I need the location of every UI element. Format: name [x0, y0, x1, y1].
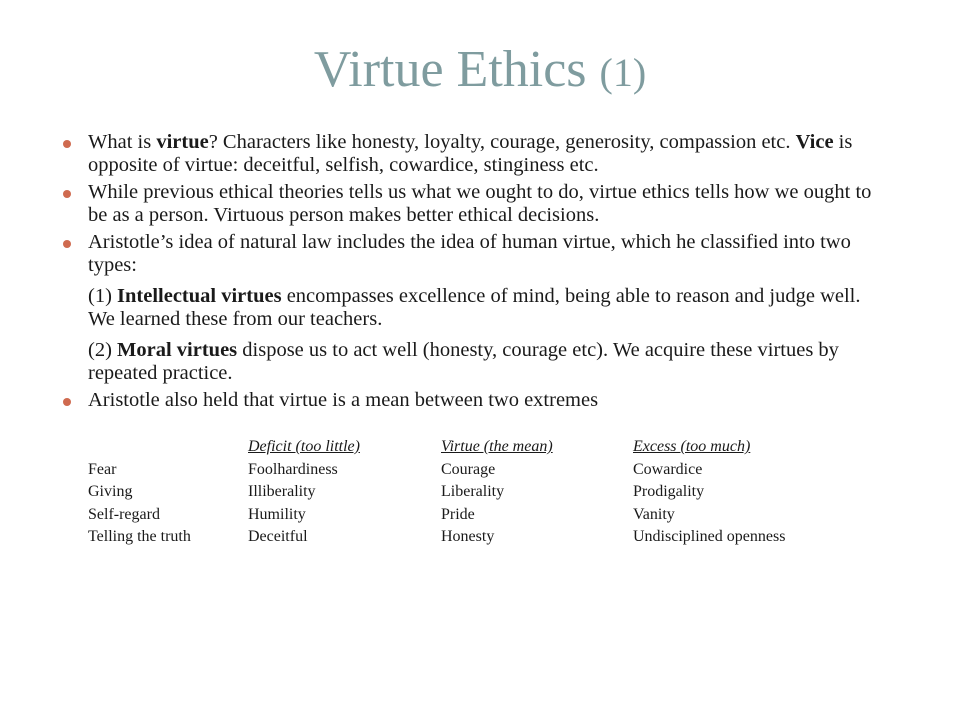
text-run: (1) [88, 285, 118, 307]
bullet-aristotle-natural-law: Aristotle’s idea of natural law includes the idea of human virtue, which he classified into two types: [88, 231, 888, 277]
table-cell-domain: Telling the truth [88, 528, 191, 545]
text-run: What is [88, 131, 157, 153]
table-cell-excess: Prodigality [633, 483, 705, 500]
slide-title-main: Virtue Ethics [313, 41, 587, 98]
table-cell-domain: Giving [88, 483, 133, 500]
bullet-virtue-ethics: While previous ethical theories tells us what we ought to do, virtue ethics tells how we ought to be as a person. Virtuous person makes better ethical decisions. [88, 181, 888, 227]
table-row [88, 459, 848, 482]
bullet-what-is-virtue [88, 131, 888, 177]
virtue-table [88, 436, 848, 549]
table-row [88, 526, 848, 549]
table-header-virtue: Virtue (the mean) [441, 438, 553, 455]
table-cell-deficit: Deceitful [248, 528, 308, 545]
text-run: is opposite of virtue: deceitful, selfish, cowardice, stinginess etc. [88, 131, 853, 176]
sub-moral-virtues [88, 339, 888, 385]
table-cell-excess: Cowardice [633, 460, 703, 478]
table-row [88, 504, 848, 527]
bold-term-moral-virtues: Moral virtues [117, 339, 238, 361]
table-cell-virtue: Liberality [441, 483, 505, 500]
table-cell-domain: Fear [88, 460, 117, 478]
text-run: (2) [88, 339, 118, 361]
slide-title-number: (1) [599, 50, 647, 95]
table-cell-virtue: Honesty [441, 528, 495, 545]
slide-body [88, 131, 888, 416]
sub-intellectual-virtues [88, 285, 888, 331]
table-cell-deficit: Illiberality [248, 483, 316, 500]
text-run: encompasses excellence of mind, being able to reason and judge well. We learned these from our teachers. [88, 285, 861, 330]
text-run: ? Characters like honesty, loyalty, courage, generosity, compassion etc. [208, 131, 796, 153]
bold-term-intellectual-virtues: Intellectual virtues [117, 285, 282, 307]
bold-term-vice: Vice [795, 131, 834, 153]
table-cell-domain: Self-regard [88, 505, 160, 523]
table-cell-virtue: Pride [441, 505, 475, 523]
bullet-mean-between-extremes: Aristotle also held that virtue is a mean between two extremes [88, 389, 888, 412]
table-cell-deficit: Foolhardiness [248, 460, 338, 478]
bold-term-virtue: virtue [156, 131, 209, 153]
table-header-row [88, 436, 848, 459]
table-header-deficit: Deficit (too little) [248, 438, 360, 455]
text-run: dispose us to act well (honesty, courage etc). We acquire these virtues by repeated practice. [88, 339, 839, 384]
table-cell-excess: Undisciplined openness [633, 528, 786, 545]
slide-title [0, 40, 960, 103]
table-header-excess: Excess (too much) [633, 438, 751, 455]
table-row [88, 481, 848, 504]
table-cell-virtue: Courage [441, 460, 496, 478]
table-cell-deficit: Humility [248, 505, 306, 523]
table-cell-excess: Vanity [633, 505, 675, 523]
